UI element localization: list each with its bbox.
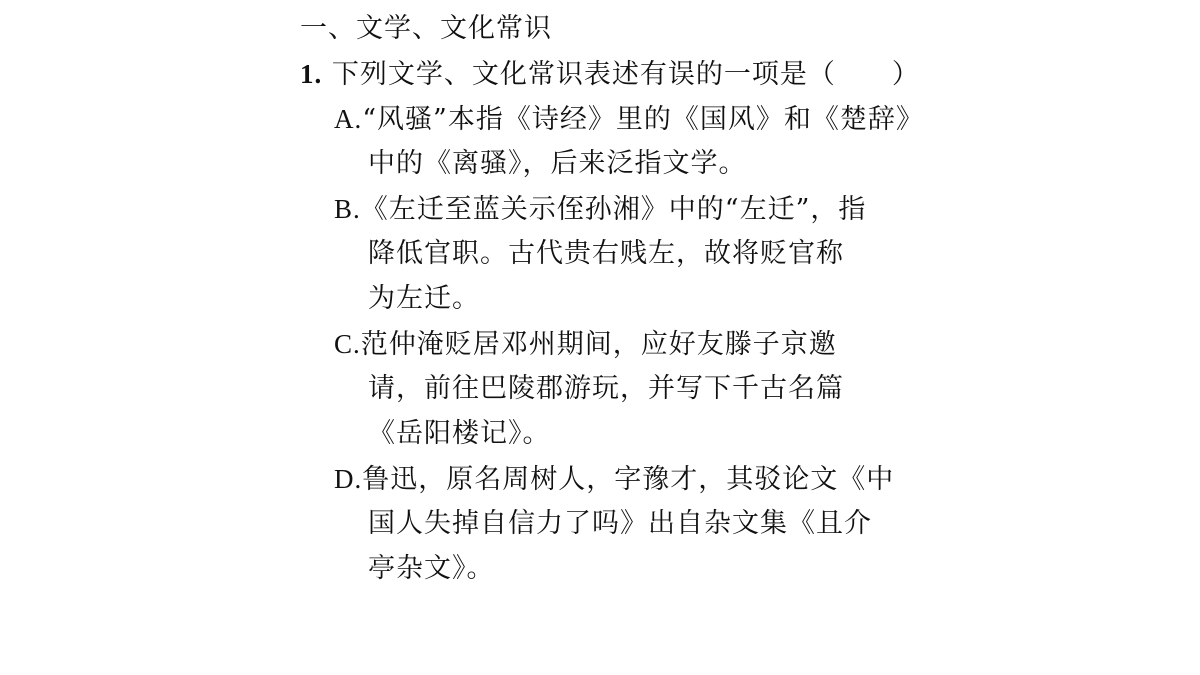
option-c-line-1: 范仲淹贬居邓州期间，应好友滕子京邀 [360,329,837,360]
option-b-line-1: 《左迁至蓝关示侄孙湘》中的“左迁”，指 [360,194,867,225]
section-heading: 一、文学、文化常识 [300,13,552,44]
option-a-line-2: 中的《离骚》，后来泛指文学。 [368,148,747,179]
option-b-line-3: 为左迁。 [368,283,480,314]
question-number: 1. [300,59,323,89]
option-c-line-3: 《岳阳楼记》。 [368,418,551,449]
option-d-letter: D. [334,464,363,494]
question-stem: 下列文学、文化常识表述有误的一项是（ ） [331,59,920,90]
option-b-line-2: 降低官职。古代贵右贱左，故将贬官称 [368,238,844,269]
option-a-line-1: “风骚”本指《诗经》里的《国风》和《楚辞》 [362,104,924,135]
option-d-line-1: 鲁迅，原名周树人，字豫才，其驳论文《中 [362,464,895,495]
option-b [334,192,866,226]
option-a-letter: A. [334,104,363,134]
option-d-line-3: 亭杂文》。 [368,553,495,584]
option-c-line-2: 请，前往巴陵郡游玩，并写下千古名篇 [368,373,844,404]
option-b-letter: B. [334,194,361,224]
option-c [334,327,837,361]
option-d-line-2: 国人失掉自信力了吗》出自杂文集《且介 [368,508,872,539]
option-a [334,102,924,136]
option-c-letter: C. [334,329,361,359]
question-stem-line [300,57,920,91]
option-d [334,462,894,496]
